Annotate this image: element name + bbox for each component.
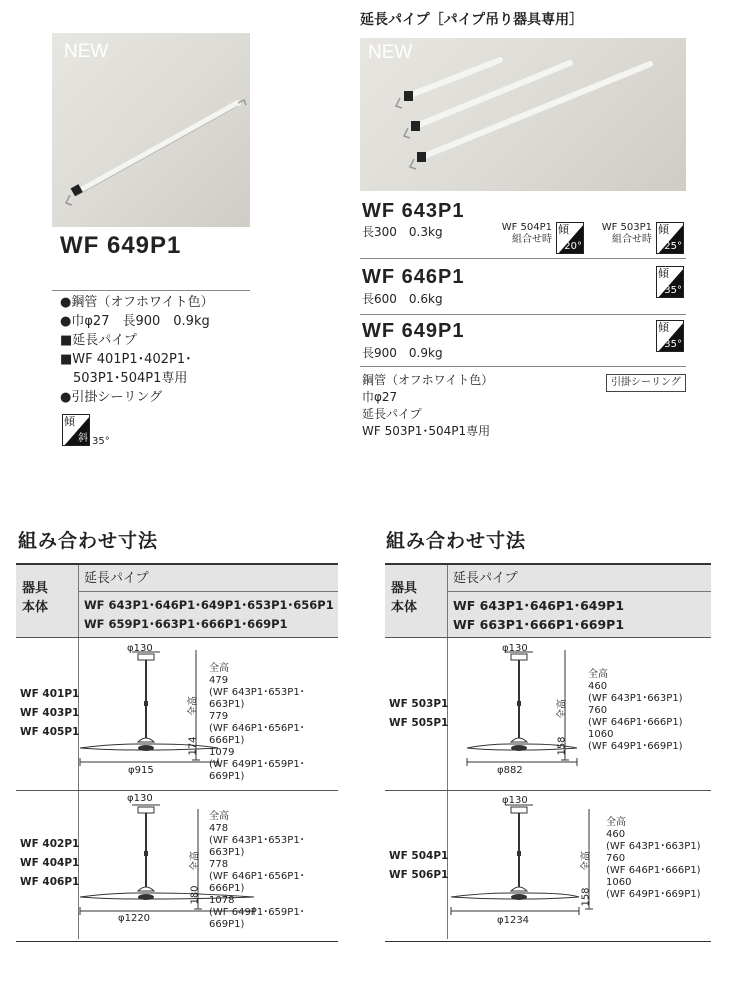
- header-label: 延長パイプ: [453, 571, 518, 586]
- tilt-angle: 20°: [564, 241, 582, 252]
- tilt-label: 傾: [658, 223, 669, 236]
- height-value: 760: [588, 705, 608, 716]
- dim-vertical: 全高: [188, 696, 199, 716]
- dim-top: φ130: [502, 795, 528, 806]
- dim-blade: φ882: [497, 765, 523, 776]
- pipes-image: [360, 38, 686, 191]
- total-label: 全高: [209, 811, 229, 822]
- model-title: WF 643P1: [362, 200, 465, 222]
- height-value: (WF 646P1･666P1): [606, 865, 701, 876]
- spec-line: ■WF 401P1･402P1･: [60, 352, 192, 367]
- header-cell: [391, 579, 417, 617]
- header-label: 器具: [391, 581, 418, 596]
- height-value: (WF 643P1･663P1): [606, 841, 701, 852]
- tilt-angle: 35°: [92, 436, 110, 447]
- header-model-line: WF 663P1･666P1･669P1: [453, 617, 625, 632]
- table-title-right: 組み合わせ寸法: [386, 530, 527, 552]
- product-photo-right: [360, 38, 686, 191]
- table-right: [385, 563, 711, 942]
- tilt-badge: [656, 266, 684, 298]
- dim-top: φ130: [502, 643, 528, 654]
- note-line: 巾φ27: [362, 390, 398, 404]
- note-line: 延長パイプ: [362, 407, 422, 421]
- combo-line: WF 503P1: [601, 222, 652, 233]
- body-models: [20, 835, 79, 892]
- dim-vertical: 全高: [581, 851, 592, 871]
- header-label: 器具: [22, 581, 49, 596]
- height-value: 779: [209, 711, 229, 722]
- height-value: (WF 643P1･653P1･663P1): [209, 687, 305, 710]
- new-badge: NEW: [368, 42, 413, 63]
- height-value: 1060: [588, 729, 614, 740]
- tilt-badge: [656, 320, 684, 352]
- header-models: [84, 596, 334, 634]
- header-models: [453, 596, 624, 634]
- tilt-badge: [556, 222, 584, 254]
- dim-blade: φ1234: [497, 915, 530, 926]
- height-value: (WF 649P1･669P1): [606, 889, 701, 900]
- table-title-left: 組み合わせ寸法: [18, 530, 159, 552]
- dim-vertical: 全高: [557, 699, 568, 719]
- combo-line: WF 504P1: [501, 222, 552, 233]
- header-label: 本体: [391, 600, 418, 615]
- header-label: 延長パイプ: [84, 571, 149, 586]
- spec-line: ●巾φ27 長900 0.9kg: [60, 314, 210, 329]
- dim-min: 158: [556, 736, 568, 756]
- body-model: WF 403P1: [20, 707, 80, 719]
- tilt-badge: [62, 414, 90, 446]
- body-models: [389, 695, 448, 733]
- height-value: (WF 646P1･656P1･666P1): [209, 871, 305, 894]
- combo-line: 組合せ時: [612, 234, 652, 245]
- height-value: 478: [209, 823, 229, 834]
- height-value: 760: [606, 853, 626, 864]
- tilt-label: 傾: [658, 321, 669, 334]
- spec-line: ●鋼管（オフホワイト色）: [60, 295, 214, 310]
- model-title-left: WF 649P1: [60, 232, 182, 259]
- height-list: [209, 811, 338, 931]
- spec-line: ■延長パイプ: [60, 333, 137, 348]
- combo-note: [496, 222, 552, 246]
- dim-top: φ130: [127, 643, 153, 654]
- height-value: (WF 646P1･656P1･666P1): [209, 723, 305, 746]
- body-model: WF 406P1: [20, 876, 80, 888]
- height-value: (WF 649P1･659P1･669P1): [209, 907, 305, 930]
- body-model: WF 504P1: [389, 850, 449, 862]
- model-spec: 長300 0.3kg: [362, 225, 443, 239]
- divider: [52, 290, 250, 291]
- tilt-angle: 35°: [664, 285, 682, 296]
- height-value: 1060: [606, 877, 632, 888]
- dim-top: φ130: [127, 793, 153, 804]
- tilt-label: 斜: [78, 433, 88, 444]
- dim-min: 174: [187, 736, 199, 756]
- header-hline: [447, 591, 711, 592]
- height-value: 479: [209, 675, 229, 686]
- note-line: 鋼管（オフホワイト色）: [362, 373, 494, 387]
- body-models: [389, 847, 448, 885]
- height-value: 460: [606, 829, 626, 840]
- new-badge: NEW: [64, 41, 109, 62]
- table-left: [16, 563, 338, 942]
- combo-note: [594, 222, 652, 246]
- dim-vertical: 全高: [190, 851, 201, 871]
- tilt-angle: 25°: [664, 241, 682, 252]
- height-value: (WF 649P1･659P1･669P1): [209, 759, 305, 782]
- ceiling-tag: 引掛シーリング: [606, 374, 686, 392]
- height-value: (WF 643P1･653P1･663P1): [209, 835, 305, 858]
- height-value: (WF 646P1･666P1): [588, 717, 683, 728]
- model-spec: 長900 0.9kg: [362, 346, 443, 360]
- height-value: 460: [588, 681, 608, 692]
- height-list: [209, 663, 338, 783]
- height-value: (WF 643P1･663P1): [588, 693, 683, 704]
- header-model-line: WF 643P1･646P1･649P1: [453, 598, 625, 613]
- model-title: WF 646P1: [362, 266, 465, 288]
- header-hline: [78, 591, 338, 592]
- note-line: WF 503P1･504P1専用: [362, 424, 491, 438]
- section-heading: 延長パイプ［パイプ吊り器具専用］: [360, 12, 584, 28]
- body-model: WF 405P1: [20, 726, 80, 738]
- tilt-angle: 35°: [664, 339, 682, 350]
- height-value: 1078: [209, 895, 235, 906]
- header-label: 本体: [22, 600, 49, 615]
- product-photo-left: [52, 33, 250, 227]
- height-value: 1079: [209, 747, 235, 758]
- body-model: WF 401P1: [20, 688, 80, 700]
- combo-line: 組合せ時: [512, 234, 552, 245]
- dim-min: 180: [189, 885, 201, 905]
- body-model: WF 402P1: [20, 838, 80, 850]
- model-title: WF 649P1: [362, 320, 465, 342]
- body-models: [20, 685, 79, 742]
- dim-blade: φ915: [128, 765, 154, 776]
- tilt-label: 傾: [64, 415, 75, 428]
- body-model: WF 404P1: [20, 857, 80, 869]
- model-spec: 長600 0.6kg: [362, 292, 443, 306]
- pipe-image: [52, 33, 250, 227]
- spec-line: 503P1･504P1専用: [60, 371, 188, 386]
- header-cell: [22, 579, 48, 617]
- spec-line: ●引掛シーリング: [60, 390, 163, 405]
- dim-blade: φ1220: [118, 913, 151, 924]
- notes-right: [362, 372, 493, 440]
- header-model-line: WF 659P1･663P1･666P1･669P1: [84, 617, 288, 631]
- tilt-label: 傾: [558, 223, 569, 236]
- height-value: 778: [209, 859, 229, 870]
- spec-list-left: [60, 293, 214, 407]
- total-label: 全高: [209, 663, 229, 674]
- total-label: 全高: [588, 669, 608, 680]
- body-model: WF 503P1: [389, 698, 449, 710]
- height-list: [606, 817, 701, 901]
- divider: [360, 258, 686, 259]
- total-label: 全高: [606, 817, 626, 828]
- height-list: [588, 669, 683, 753]
- body-model: WF 505P1: [389, 717, 449, 729]
- dim-min: 158: [580, 887, 592, 907]
- tilt-badge: [656, 222, 684, 254]
- body-model: WF 506P1: [389, 869, 449, 881]
- divider: [360, 366, 686, 367]
- divider: [360, 314, 686, 315]
- height-value: (WF 649P1･669P1): [588, 741, 683, 752]
- tilt-label: 傾: [658, 267, 669, 280]
- header-model-line: WF 643P1･646P1･649P1･653P1･656P1: [84, 598, 334, 612]
